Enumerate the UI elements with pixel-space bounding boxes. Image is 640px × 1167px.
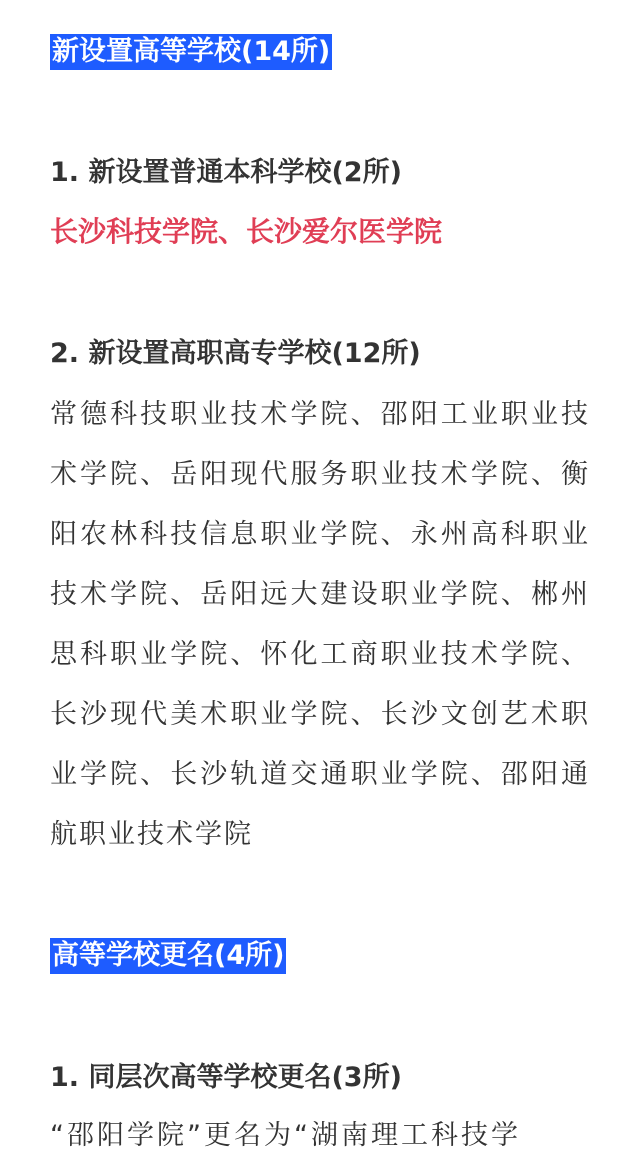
subsection-title-undergraduate: 1. 新设置普通本科学校(2所): [50, 157, 402, 188]
vocational-school-list: 常德科技职业技术学院、邵阳工业职业技术学院、岳阳现代服务职业技术学院、衡阳农林科技信息职业学院、永州高科职业技术学院、岳阳远大建设职业学院、郴州思科职业学院、怀化工商职业技术学院、长沙现代美术职业学院、长沙文创艺术职业学院、长沙轨道交通职业学院、邵阳通航职业技术学院: [50, 399, 590, 850]
undergraduate-school-list: 长沙科技学院、长沙爱尔医学院: [50, 215, 443, 248]
subsection-title-vocational: 2. 新设置高职高专学校(12所): [50, 338, 421, 369]
section-title-renamed-schools: 高等学校更名(4所): [50, 938, 286, 974]
section-title-new-schools: 新设置高等学校(14所): [50, 34, 332, 70]
subsection-title-same-level-rename: 1. 同层次高等学校更名(3所): [50, 1062, 402, 1093]
rename-description: “邵阳学院”更名为“湖南理工科技学: [50, 1120, 521, 1151]
